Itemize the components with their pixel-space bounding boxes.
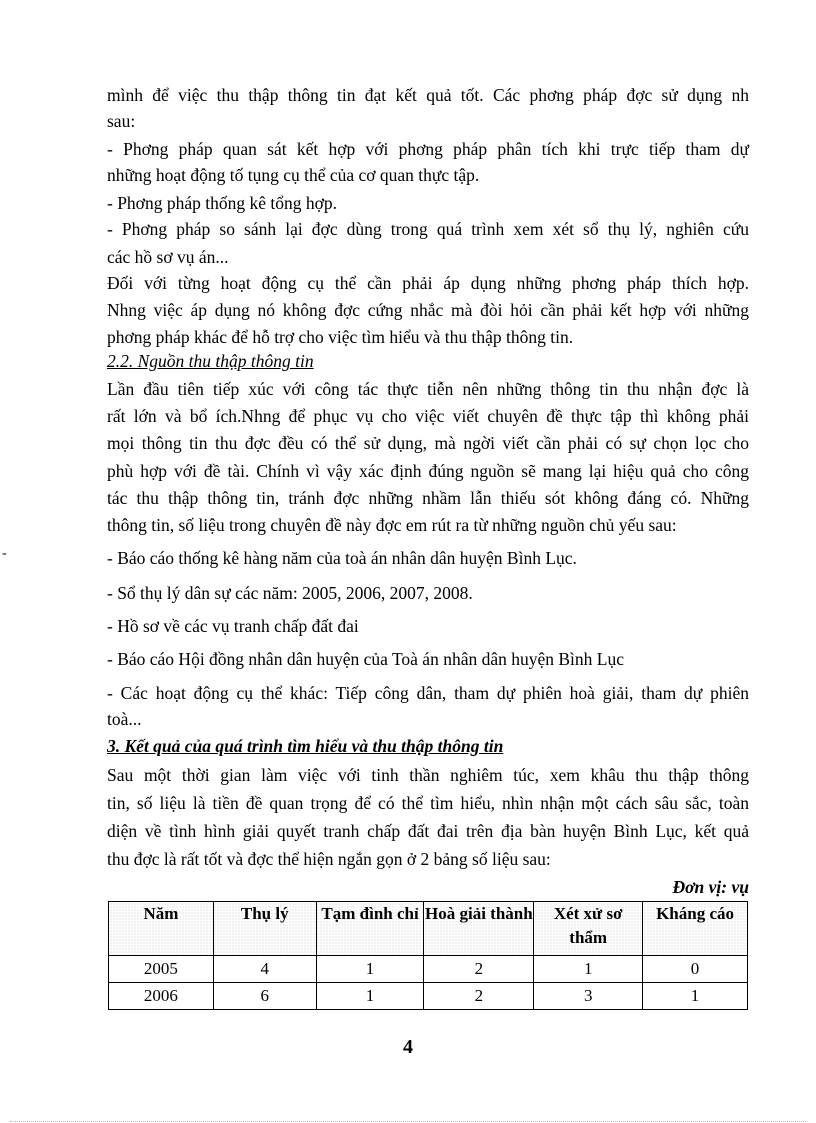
paragraph-line: mình để việc thu thập thông tin đạt kết quả tốt. Các phơng pháp đợc sử dụng nh <box>107 85 749 105</box>
paragraph-line: thu đợc là rất tốt và đợc thể hiện ngắn gọn ở 2 bảng số liệu sau: <box>107 849 551 869</box>
table-cell: 1 <box>534 956 643 983</box>
bullet-line: - Phơng pháp so sánh lại đợc dùng trong quá trình xem xét sổ thụ lý, nghiên cứu <box>107 219 749 239</box>
table-row <box>109 983 748 1010</box>
header-accepted: Thụ lý <box>213 902 316 956</box>
list-item: - Báo cáo thống kê hàng năm của toà án nhân dân huyện Bình Lục. <box>107 548 577 568</box>
header-reconciled: Hoà giải thành <box>424 902 534 956</box>
table-cell: 1 <box>643 983 748 1010</box>
table-cell: 4 <box>213 956 316 983</box>
paragraph-line: các hồ sơ vụ án... <box>107 247 229 267</box>
table-cell: 3 <box>534 983 643 1010</box>
paragraph-line: tác thu thập thông tin, tránh đợc những nhầm lẫn thiếu sót không đáng có. Những <box>107 488 749 508</box>
table-cell: 0 <box>643 956 748 983</box>
paragraph-line: mọi thông tin thu đợc đều có thể sử dụng, mà ngời viết cần phải có sự chọn lọc cho <box>107 433 749 453</box>
paragraph-line: diện về tình hình giải quyết tranh chấp đất đai trên địa bàn huyện Bình Lục, kết quả <box>107 821 749 841</box>
page-number: 4 <box>403 1036 413 1058</box>
paragraph-line: sau: <box>107 111 136 131</box>
header-suspended: Tạm đình chỉ <box>316 902 424 956</box>
unit-label: Đơn vị: vụ <box>672 877 749 897</box>
page-bottom-divider <box>10 1121 806 1122</box>
section-heading-3: 3. Kết quả của quá trình tìm hiểu và thu thập thông tin <box>107 736 504 756</box>
paragraph-line: những hoạt động tố tụng cụ thể của cơ quan thực tập. <box>107 165 480 185</box>
header-appeal: Kháng cáo <box>643 902 748 956</box>
paragraph-line: rất lớn và bổ ích.Nhng để phục vụ cho việc viết chuyên đề thực tập thì không phải <box>107 406 749 426</box>
paragraph-line: Nhng việc áp dụng nó không đợc cứng nhắc mà đòi hỏi cần phải kết hợp với những <box>107 300 749 320</box>
bullet-line: - Phơng pháp quan sát kết hợp với phơng pháp phân tích khi trực tiếp tham dự <box>107 139 749 159</box>
paragraph-line: tin, số liệu là tiền đề quan trọng để có thể tìm hiểu, nhìn nhận một cách sâu sắc, toàn <box>107 793 749 813</box>
paragraph-line: Đối với từng hoạt động cụ thể cần phải áp dụng những phơng pháp thích hợp. <box>107 273 749 293</box>
paragraph-line: thông tin, số liệu trong chuyên đề này đợc em rút ra từ những nguồn chủ yếu sau: <box>107 515 677 535</box>
table-cell: 1 <box>316 983 424 1010</box>
table-cell: 2 <box>424 983 534 1010</box>
table-row <box>109 956 748 983</box>
table-cell: 1 <box>316 956 424 983</box>
paragraph-line: toà... <box>107 709 142 729</box>
bullet-line: - Phơng pháp thống kê tổng hợp. <box>107 193 337 213</box>
paragraph-line: phù hợp với đề tài. Chính vì vậy xác định đúng nguồn sẽ mang lại hiệu quả cho công <box>107 461 749 481</box>
list-item: - Sổ thụ lý dân sự các năm: 2005, 2006, 2007, 2008. <box>107 583 473 603</box>
table-cell: 6 <box>213 983 316 1010</box>
paragraph-line: Lần đầu tiên tiếp xúc với công tác thực tiễn nên những thông tin thu nhận đợc là <box>107 379 749 399</box>
header-year: Năm <box>109 902 214 956</box>
paragraph-line: Sau một thời gian làm việc với tinh thần nghiêm túc, xem khâu thu thập thông <box>107 765 749 785</box>
list-item: - Báo cáo Hội đồng nhân dân huyện của Toà án nhân dân huyện Bình Lục <box>107 649 624 669</box>
table-header-row <box>109 902 748 956</box>
header-first-instance: Xét xử sơ thẩm <box>534 902 643 956</box>
table-cell: 2006 <box>109 983 214 1010</box>
section-heading-2-2: 2.2. Nguồn thu thập thông tin <box>107 351 314 371</box>
paragraph-line: phơng pháp khác để hỗ trợ cho việc tìm hiểu và thu thập thông tin. <box>107 327 574 347</box>
table-cell: 2005 <box>109 956 214 983</box>
margin-mark: - <box>2 546 7 561</box>
list-item: - Hồ sơ về các vụ tranh chấp đất đai <box>107 616 359 636</box>
table-cell: 2 <box>424 956 534 983</box>
statistics-table <box>108 901 748 1010</box>
list-item: - Các hoạt động cụ thể khác: Tiếp công dân, tham dự phiên hoà giải, tham dự phiên <box>107 683 749 703</box>
